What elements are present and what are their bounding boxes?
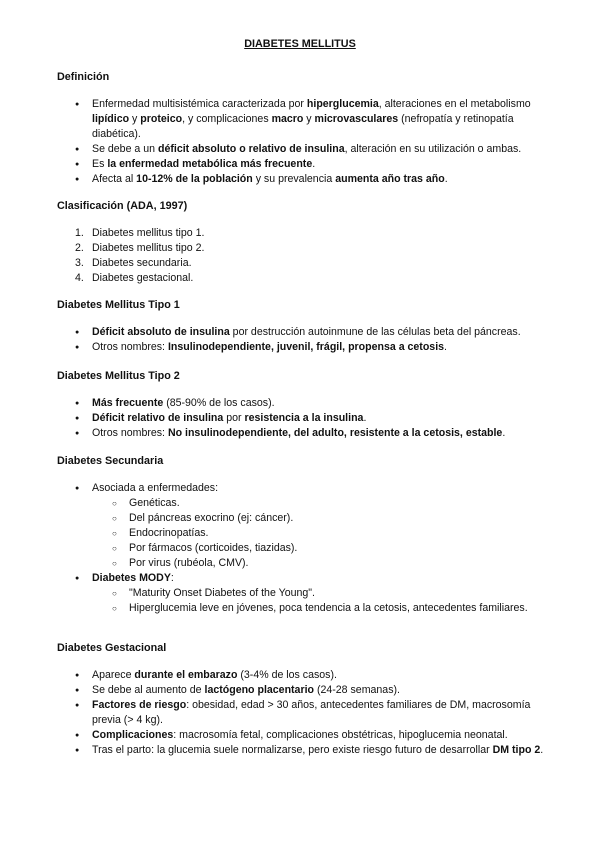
list-item	[57, 157, 547, 172]
text: (24-28 semanas).	[314, 684, 400, 696]
list-number: 3.	[75, 257, 84, 269]
text: .	[312, 158, 316, 170]
section-tipo2	[57, 369, 547, 441]
bullet-list	[57, 481, 547, 616]
bold-text: resistencia a la insulina	[244, 412, 364, 424]
bold-text: Más frecuente	[92, 397, 164, 409]
list-item	[57, 728, 547, 743]
text: Aparece	[92, 669, 135, 681]
section-gestacional	[57, 641, 547, 758]
bold-text: DM tipo 2	[492, 744, 541, 756]
text: (3-4% de los casos).	[237, 669, 337, 681]
sub-list-item: ○ Genéticas.	[57, 496, 547, 511]
list-item	[57, 411, 547, 426]
text: .	[444, 173, 448, 185]
bold-text: Insulinodependiente, juvenil, frágil, propensa a cetosis	[167, 341, 445, 353]
bullet-list	[57, 396, 547, 441]
text: y su prevalencia	[252, 173, 336, 185]
sub-list-item: ○ Del páncreas exocrino (ej: cáncer).	[57, 511, 547, 526]
section-clasificacion	[57, 199, 547, 286]
text: Tras el parto: la glucemia suele normalizarse, pero existe riesgo futuro de desarrollar	[92, 744, 493, 756]
text: : macrosomía fetal, complicaciones obstétricas, hipoglucemia neonatal.	[173, 729, 508, 741]
bold-text: hiperglucemia	[306, 98, 379, 110]
text: , alteraciones en el metabolismo	[378, 98, 531, 110]
bullet-list	[57, 668, 547, 758]
list-item	[57, 97, 547, 142]
bold-text: No insulinodependiente, del adulto, resistente a la cetosis, estable	[167, 427, 503, 439]
bold-text: microvasculares	[314, 113, 399, 125]
section-heading: Diabetes Mellitus Tipo 2	[57, 370, 180, 382]
list-item	[57, 683, 547, 698]
bold-text: Diabetes MODY	[92, 572, 171, 584]
section-heading: Diabetes Gestacional	[57, 642, 167, 654]
list-item	[57, 426, 547, 441]
bold-text: lactógeno placentario	[204, 684, 314, 696]
list-item	[57, 241, 547, 256]
sub-list-item: ○ Por fármacos (corticoides, tiazidas).	[57, 541, 547, 556]
bold-text: Déficit absoluto de insulina	[92, 326, 230, 338]
text: (85-90% de los casos).	[163, 397, 275, 409]
text: Diabetes mellitus tipo 1.	[92, 227, 205, 239]
text: .	[363, 412, 367, 424]
bold-text: lipídico	[92, 113, 130, 125]
sub-list	[57, 496, 547, 571]
text: Es	[92, 158, 108, 170]
text: Otros nombres:	[92, 341, 168, 353]
sub-list-item: ○ Hiperglucemia leve en jóvenes, poca tendencia a la cetosis, antecedentes familiares.	[57, 601, 547, 616]
text: .	[502, 427, 506, 439]
list-item	[57, 698, 547, 728]
list-item	[57, 481, 547, 571]
list-number: 2.	[75, 242, 84, 254]
bold-text: Factores de riesgo	[92, 699, 187, 711]
list-item	[57, 743, 547, 758]
list-item	[57, 271, 547, 286]
bold-text: aumenta año tras año	[335, 173, 445, 185]
text: : obesidad, edad > 30 años, antecedentes familiares de DM, macrosomía previa (> 4 kg).	[92, 699, 531, 726]
document-title: DIABETES MELLITUS	[244, 38, 356, 50]
sub-list-item: ○ Por virus (rubéola, CMV).	[57, 556, 547, 571]
text: Afecta al	[92, 173, 137, 185]
bold-text: 10-12% de la población	[136, 173, 253, 185]
bold-text: durante el embarazo	[134, 669, 238, 681]
text: por destrucción autoinmune de las células beta del páncreas.	[229, 326, 521, 338]
list-item	[57, 571, 547, 616]
list-item	[57, 396, 547, 411]
text: por	[223, 412, 245, 424]
list-item	[57, 325, 547, 340]
text: , alteración en su utilización o ambas.	[344, 143, 522, 155]
bold-text: macro	[271, 113, 304, 125]
list-number: 4.	[75, 272, 84, 284]
bullet-list	[57, 97, 547, 187]
list-number: 1.	[75, 227, 84, 239]
text: Diabetes secundaria.	[92, 257, 192, 269]
list-item	[57, 142, 547, 157]
text: Diabetes mellitus tipo 2.	[92, 242, 205, 254]
text: Enfermedad multisistémica caracterizada por	[92, 98, 307, 110]
text: :	[170, 572, 174, 584]
text: , y complicaciones	[182, 113, 272, 125]
sub-list-item: ○ "Maturity Onset Diabetes of the Young".	[57, 586, 547, 601]
text: y	[129, 113, 141, 125]
list-item	[57, 668, 547, 683]
text: (nefropatía y retinopatía diabética).	[92, 113, 514, 140]
bullet-list	[57, 325, 547, 355]
sub-list	[57, 586, 547, 616]
section-definicion	[57, 70, 547, 187]
text: Se debe a un	[92, 143, 158, 155]
bold-text: Déficit relativo de insulina	[92, 412, 224, 424]
sub-list-item: ○ Endocrinopatías.	[57, 526, 547, 541]
bold-text: la enfermedad metabólica más frecuente	[107, 158, 313, 170]
text: .	[444, 341, 447, 353]
section-heading: Clasificación (ADA, 1997)	[57, 200, 188, 212]
section-heading: Definición	[57, 71, 110, 83]
text: y	[303, 113, 315, 125]
text: .	[540, 744, 544, 756]
section-tipo1	[57, 298, 547, 355]
section-heading: Diabetes Secundaria	[57, 455, 164, 467]
section-secundaria	[57, 454, 547, 616]
text: Diabetes gestacional.	[92, 272, 194, 284]
text: Se debe al aumento de	[92, 684, 205, 696]
section-heading: Diabetes Mellitus Tipo 1	[57, 299, 180, 311]
numbered-list	[57, 226, 547, 286]
bold-text: Complicaciones	[92, 729, 174, 741]
list-item	[57, 172, 547, 187]
bold-text: déficit absoluto o relativo de insulina	[157, 143, 345, 155]
list-item	[57, 340, 547, 355]
list-item	[57, 226, 547, 241]
text: Otros nombres:	[92, 427, 168, 439]
list-item	[57, 256, 547, 271]
bold-text: proteico	[140, 113, 183, 125]
text: Asociada a enfermedades:	[92, 482, 219, 494]
